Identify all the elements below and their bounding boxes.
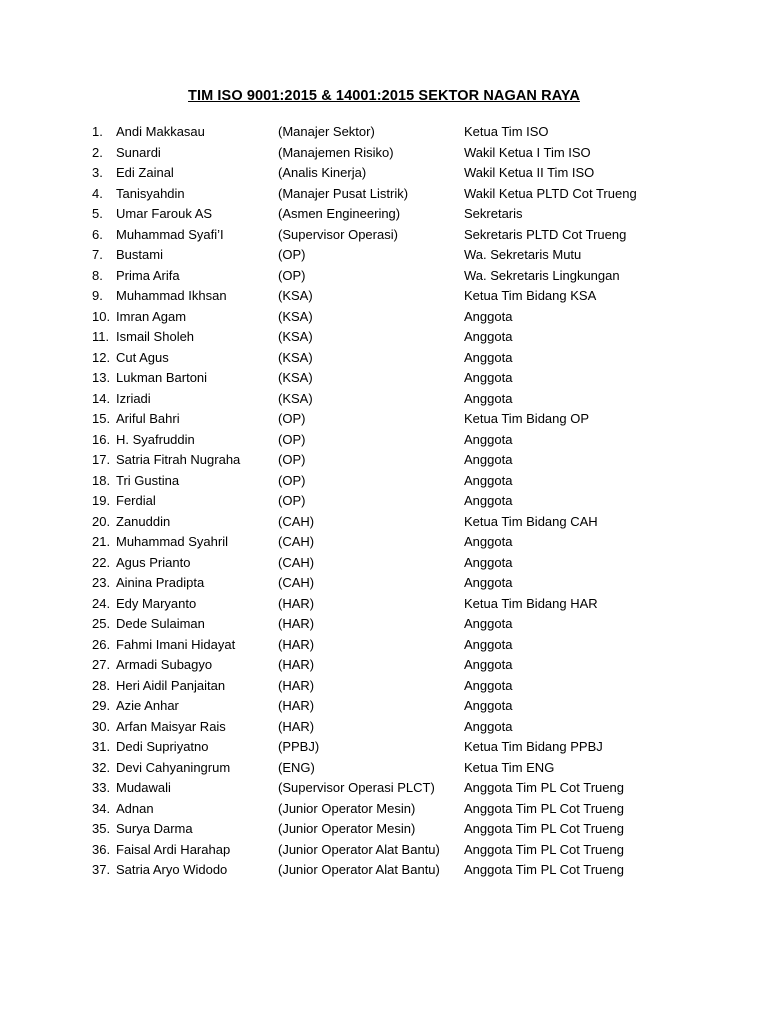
member-name: Agus Prianto xyxy=(116,554,191,570)
member-role: Anggota xyxy=(464,677,513,693)
member-name: Satria Aryo Widodo xyxy=(116,862,228,877)
member-unit: (OP) xyxy=(278,452,306,467)
member-role: Anggota Tim PL Cot Trueng xyxy=(464,841,624,857)
member-unit: (OP) xyxy=(278,493,306,508)
document-title: TIM ISO 9001:2015 & 14001:2015 SEKTOR NAGAN RAYA xyxy=(188,88,580,104)
member-name: Ferdial xyxy=(116,493,156,508)
member-name: Muhammad Ikhsan xyxy=(116,288,227,303)
member-role: Anggota xyxy=(464,718,513,734)
member-role: Anggota xyxy=(464,329,513,344)
member-unit: (ENG) xyxy=(278,759,315,775)
member-name: Edy Maryanto xyxy=(116,595,197,611)
member-unit: (CAH) xyxy=(278,554,315,570)
member-role: Sekretaris PLTD Cot Trueng xyxy=(464,226,627,242)
member-name: Andi Makkasau xyxy=(116,124,205,139)
member-role: Ketua Tim Bidang PPBJ xyxy=(464,739,603,754)
member-number: 9. xyxy=(92,288,103,303)
member-name: Dedi Supriyatno xyxy=(116,739,209,754)
member-name: Sunardi xyxy=(116,144,161,160)
member-role: Ketua Tim Bidang KSA xyxy=(464,288,597,303)
member-role: Anggota xyxy=(464,452,513,467)
member-number: 29. xyxy=(92,698,111,713)
member-name: Edi Zainal xyxy=(116,165,174,180)
member-number: 24. xyxy=(92,595,111,611)
member-role: Ketua Tim ENG xyxy=(464,759,555,775)
member-role: Anggota xyxy=(464,554,513,570)
member-role: Anggota xyxy=(464,657,513,672)
member-name: Adnan xyxy=(116,800,154,816)
member-number: 25. xyxy=(92,616,111,631)
member-role: Anggota xyxy=(464,493,513,508)
member-role: Anggota Tim PL Cot Trueng xyxy=(464,821,624,836)
member-role: Ketua Tim Bidang CAH xyxy=(464,513,598,529)
member-name: Satria Fitrah Nugraha xyxy=(116,452,241,467)
member-name: Heri Aidil Panjaitan xyxy=(116,677,226,693)
member-number: 17. xyxy=(92,452,111,467)
member-number: 13. xyxy=(92,370,111,385)
member-unit: (Junior Operator Alat Bantu) xyxy=(278,841,440,857)
member-unit: (HAR) xyxy=(278,677,315,693)
member-unit: (HAR) xyxy=(278,698,315,713)
member-role: Anggota xyxy=(464,390,513,406)
member-name: Faisal Ardi Harahap xyxy=(116,841,231,857)
member-name: Cut Agus xyxy=(116,349,169,365)
member-name: Tanisyahdin xyxy=(116,185,185,201)
member-number: 31. xyxy=(92,739,111,754)
member-role: Wakil Ketua PLTD Cot Trueng xyxy=(464,185,637,201)
member-name: Muhammad Syahril xyxy=(116,534,228,549)
member-unit: (Supervisor Operasi) xyxy=(278,226,398,242)
member-name: H. Syafruddin xyxy=(116,431,195,447)
member-unit: (Manajer Pusat Listrik) xyxy=(278,185,409,201)
member-number: 12. xyxy=(92,349,111,365)
member-name: Fahmi Imani Hidayat xyxy=(116,636,236,652)
member-unit: (PPBJ) xyxy=(278,739,320,754)
member-name: Arfan Maisyar Rais xyxy=(116,718,226,734)
member-name: Ismail Sholeh xyxy=(116,329,195,344)
member-number: 10. xyxy=(92,308,111,324)
member-role: Wakil Ketua I Tim ISO xyxy=(464,144,591,160)
member-unit: (KSA) xyxy=(278,308,313,324)
member-unit: (KSA) xyxy=(278,370,313,385)
member-role: Anggota xyxy=(464,472,513,488)
member-role: Anggota xyxy=(464,534,513,549)
member-role: Anggota xyxy=(464,370,513,385)
member-name: Devi Cahyaningrum xyxy=(116,759,231,775)
member-number: 3. xyxy=(92,165,103,180)
member-role: Anggota Tim PL Cot Trueng xyxy=(464,862,624,877)
member-number: 21. xyxy=(92,534,111,549)
member-number: 14. xyxy=(92,390,111,406)
member-role: Wakil Ketua II Tim ISO xyxy=(464,165,595,180)
member-name: Ainina Pradipta xyxy=(116,575,205,590)
member-number: 6. xyxy=(92,226,103,242)
member-unit: (OP) xyxy=(278,411,306,426)
member-role: Wa. Sekretaris Lingkungan xyxy=(464,267,620,283)
member-number: 35. xyxy=(92,821,111,836)
member-unit: (OP) xyxy=(278,247,306,262)
member-unit: (Analis Kinerja) xyxy=(278,165,367,180)
member-name: Lukman Bartoni xyxy=(116,370,208,385)
member-unit: (Junior Operator Mesin) xyxy=(278,821,416,836)
member-number: 7. xyxy=(92,247,103,262)
member-unit: (HAR) xyxy=(278,718,315,734)
member-unit: (HAR) xyxy=(278,595,315,611)
member-unit: (Supervisor Operasi PLCT) xyxy=(278,780,435,795)
member-number: 37. xyxy=(92,862,111,877)
member-number: 5. xyxy=(92,206,103,221)
member-role: Sekretaris xyxy=(464,206,523,221)
member-unit: (OP) xyxy=(278,472,306,488)
member-number: 26. xyxy=(92,636,111,652)
member-number: 11. xyxy=(92,329,110,344)
member-role: Anggota xyxy=(464,575,513,590)
member-name: Bustami xyxy=(116,247,163,262)
member-role: Anggota xyxy=(464,636,513,652)
member-number: 30. xyxy=(92,718,111,734)
member-number: 34. xyxy=(92,800,111,816)
member-name: Armadi Subagyo xyxy=(116,657,213,672)
member-name: Zanuddin xyxy=(116,513,171,529)
member-role: Anggota Tim PL Cot Trueng xyxy=(464,800,624,816)
member-number: 33. xyxy=(92,780,111,795)
member-unit: (HAR) xyxy=(278,636,315,652)
member-number: 15. xyxy=(92,411,111,426)
member-role: Anggota xyxy=(464,698,513,713)
member-name: Umar Farouk AS xyxy=(116,206,213,221)
member-unit: (HAR) xyxy=(278,616,315,631)
member-unit: (OP) xyxy=(278,267,306,283)
member-unit: (KSA) xyxy=(278,288,313,303)
member-unit: (KSA) xyxy=(278,390,313,406)
member-name: Prima Arifa xyxy=(116,267,180,283)
member-role: Ketua Tim Bidang HAR xyxy=(464,595,598,611)
member-name: Imran Agam xyxy=(116,308,187,324)
member-number: 27. xyxy=(92,657,111,672)
member-role: Ketua Tim Bidang OP xyxy=(464,411,590,426)
member-name: Ariful Bahri xyxy=(116,411,180,426)
member-number: 19. xyxy=(92,493,111,508)
member-name: Muhammad Syafi’I xyxy=(116,226,224,242)
member-role: Anggota Tim PL Cot Trueng xyxy=(464,780,624,795)
member-name: Mudawali xyxy=(116,780,171,795)
member-role: Anggota xyxy=(464,349,513,365)
member-name: Izriadi xyxy=(116,390,151,406)
member-role: Anggota xyxy=(464,431,513,447)
member-number: 20. xyxy=(92,513,111,529)
member-number: 18. xyxy=(92,472,111,488)
member-unit: (CAH) xyxy=(278,575,315,590)
member-number: 16. xyxy=(92,431,111,447)
member-unit: (KSA) xyxy=(278,349,313,365)
member-number: 23. xyxy=(92,575,111,590)
member-unit: (Manajemen Risiko) xyxy=(278,144,394,160)
member-name: Dede Sulaiman xyxy=(116,616,205,631)
member-number: 1. xyxy=(92,124,103,139)
member-number: 36. xyxy=(92,841,111,857)
member-name: Surya Darma xyxy=(116,821,193,836)
member-role: Anggota xyxy=(464,616,513,631)
member-unit: (OP) xyxy=(278,431,306,447)
member-unit: (KSA) xyxy=(278,329,313,344)
member-unit: (Junior Operator Alat Bantu) xyxy=(278,862,440,877)
member-number: 22. xyxy=(92,554,111,570)
member-unit: (Junior Operator Mesin) xyxy=(278,800,416,816)
member-unit: (Asmen Engineering) xyxy=(278,206,401,221)
member-name: Tri Gustina xyxy=(116,472,180,488)
member-unit: (CAH) xyxy=(278,534,315,549)
member-unit: (HAR) xyxy=(278,657,315,672)
member-number: 28. xyxy=(92,677,111,693)
member-role: Anggota xyxy=(464,308,513,324)
member-number: 2. xyxy=(92,144,103,160)
member-number: 8. xyxy=(92,267,103,283)
member-unit: (CAH) xyxy=(278,513,315,529)
member-name: Azie Anhar xyxy=(116,698,179,713)
member-number: 32. xyxy=(92,759,111,775)
member-role: Wa. Sekretaris Mutu xyxy=(464,247,582,262)
member-role: Ketua Tim ISO xyxy=(464,124,549,139)
member-unit: (Manajer Sektor) xyxy=(278,124,375,139)
member-number: 4. xyxy=(92,185,103,201)
